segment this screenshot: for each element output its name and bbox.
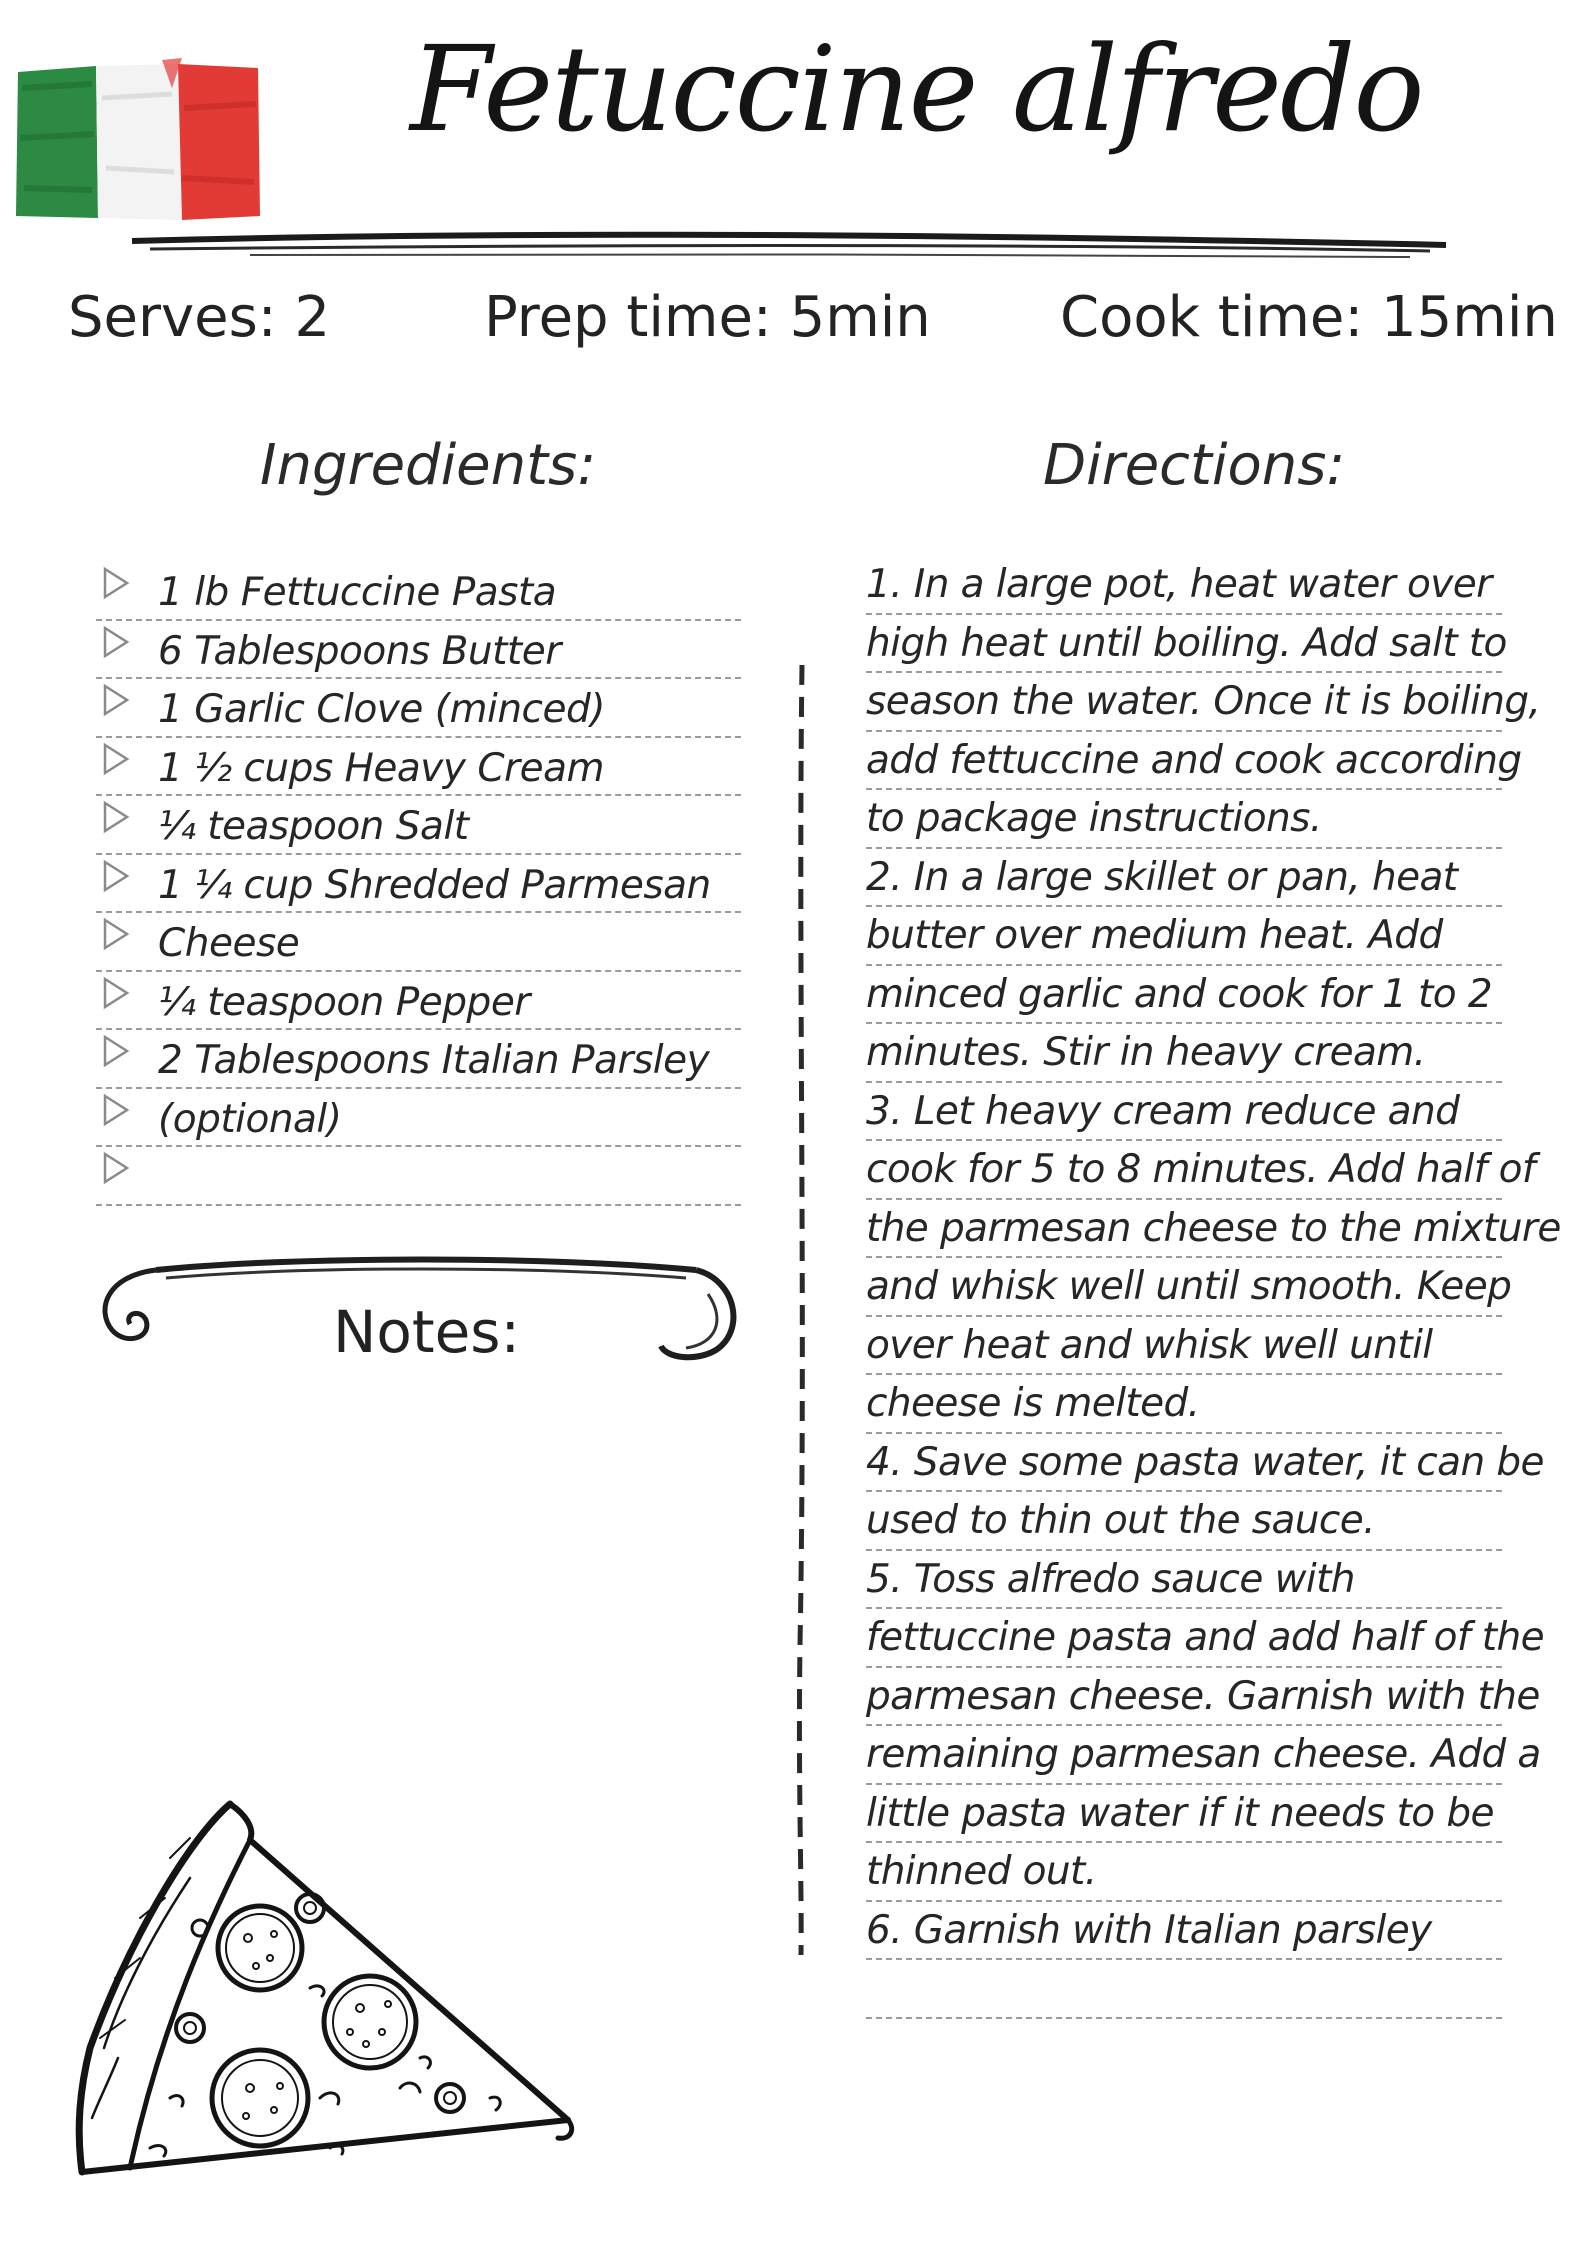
directions-heading: Directions: [1043, 433, 1346, 498]
direction-line: over heat and whisk well until [866, 1317, 1502, 1376]
ingredient-item: Cheese [96, 913, 741, 972]
serves-info: Serves: 2 [68, 285, 331, 350]
ingredient-item: ¼ teaspoon Pepper [96, 972, 741, 1031]
ingredients-heading: Ingredients: [260, 433, 597, 498]
direction-line: 1. In a large pot, heat water over [866, 556, 1502, 615]
triangle-bullet-icon [102, 859, 130, 893]
title-underline [130, 225, 1450, 275]
direction-line: cook for 5 to 8 minutes. Add half of [866, 1141, 1502, 1200]
direction-line: fettuccine pasta and add half of the [866, 1609, 1502, 1668]
direction-line: add fettuccine and cook according [866, 732, 1502, 791]
ingredient-item: 1 ¼ cup Shredded Parmesan [96, 855, 741, 914]
triangle-bullet-icon [102, 566, 130, 600]
direction-line: little pasta water if it needs to be [866, 1785, 1502, 1844]
prep-time-info: Prep time: 5min [484, 285, 931, 350]
direction-line: parmesan cheese. Garnish with the [866, 1668, 1502, 1727]
ingredient-item: 1 Garlic Clove (minced) [96, 679, 741, 738]
direction-line: used to thin out the sauce. [866, 1492, 1502, 1551]
direction-line: and whisk well until smooth. Keep [866, 1258, 1502, 1317]
triangle-bullet-icon [102, 917, 130, 951]
directions-list [866, 556, 1561, 2019]
direction-line: butter over medium heat. Add [866, 907, 1502, 966]
direction-line: minutes. Stir in heavy cream. [866, 1024, 1502, 1083]
notes-label: Notes: [333, 1298, 521, 1366]
direction-line: remaining parmesan cheese. Add a [866, 1726, 1502, 1785]
ingredient-item: 6 Tablespoons Butter [96, 621, 741, 680]
ingredient-item: 2 Tablespoons Italian Parsley [96, 1030, 741, 1089]
triangle-bullet-icon [102, 625, 130, 659]
pepperoni-pizza-slice-icon [70, 1798, 580, 2178]
ingredient-item: ¼ teaspoon Salt [96, 796, 741, 855]
ingredients-list [96, 562, 741, 1206]
direction-line: 6. Garnish with Italian parsley [866, 1902, 1502, 1961]
recipe-title: Fetuccine alfredo [410, 20, 1423, 158]
ingredient-item [96, 1147, 741, 1206]
triangle-bullet-icon [102, 1034, 130, 1068]
direction-line: 4. Save some pasta water, it can be [866, 1434, 1502, 1493]
triangle-bullet-icon [102, 800, 130, 834]
triangle-bullet-icon [102, 976, 130, 1010]
direction-line: the parmesan cheese to the mixture [866, 1200, 1502, 1259]
ingredient-item: 1 lb Fettuccine Pasta [96, 562, 741, 621]
direction-line: to package instructions. [866, 790, 1502, 849]
triangle-bullet-icon [102, 1093, 130, 1127]
direction-line: high heat until boiling. Add salt to [866, 615, 1502, 674]
triangle-bullet-icon [102, 1151, 130, 1185]
direction-line: minced garlic and cook for 1 to 2 [866, 966, 1502, 1025]
direction-line: cheese is melted. [866, 1375, 1502, 1434]
ingredient-item: 1 ½ cups Heavy Cream [96, 738, 741, 797]
triangle-bullet-icon [102, 683, 130, 717]
ingredient-item: (optional) [96, 1089, 741, 1148]
triangle-bullet-icon [102, 742, 130, 776]
direction-line [866, 1960, 1502, 2019]
direction-line: 3. Let heavy cream reduce and [866, 1083, 1502, 1142]
direction-line: 5. Toss alfredo sauce with [866, 1551, 1502, 1610]
italian-flag-icon [12, 58, 264, 226]
direction-line: 2. In a large skillet or pan, heat [866, 849, 1502, 908]
dashed-divider [790, 665, 814, 1955]
direction-line: thinned out. [866, 1843, 1502, 1902]
direction-line: season the water. Once it is boiling, [866, 673, 1502, 732]
cook-time-info: Cook time: 15min [1060, 285, 1558, 350]
